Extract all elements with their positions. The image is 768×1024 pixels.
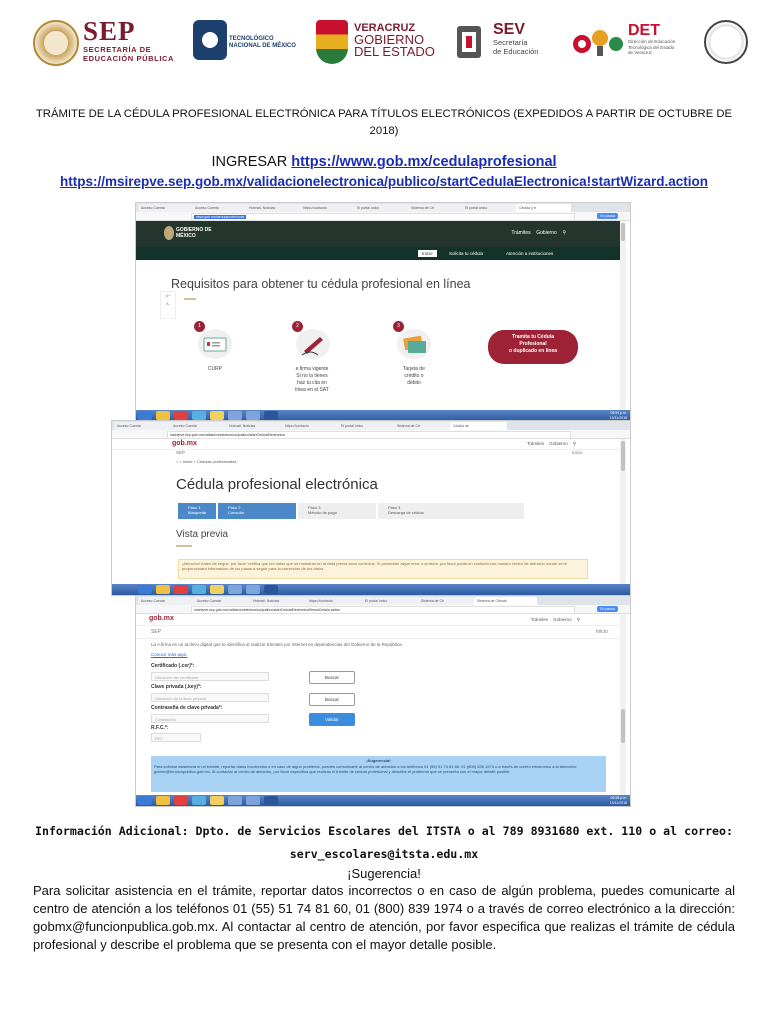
sugerencia-body: Para solicitar asistencia en el trámite, reportar datos incorrectos o en caso de algún problema, puedes comunicarte al centro de atención a los teléfonos 01 (55) 51 74 81 60, 01 (800) 839 1974 o a través de correo electrónico a la dirección: gobmx@funcionpublica.gob.mx. Al contactar al centro de atención, por favor especifica que realizas el trámite de cédula profesional y describe el problema que se presenta con el mayor detalle posible. (33, 883, 735, 952)
gob-header (136, 221, 620, 247)
nav-tramites[interactable]: Trámites (511, 230, 531, 236)
taskbar-app-icon[interactable] (246, 796, 260, 805)
det-line1: Dirección de Educación (628, 39, 676, 44)
ingresar-label: INGRESAR (211, 154, 288, 170)
gob-cedula-link[interactable]: https://www.gob.mx/cedulaprofesional (291, 154, 557, 170)
font-increase[interactable]: A+ (165, 294, 171, 298)
step-title: Paso 1 (188, 505, 201, 510)
subnav-solicita[interactable]: Solicita tu cédula (449, 251, 484, 256)
efirma-info: La e.firma es un archivo digital que te identifica al realizar trámites por internet en dependencias del Gobierno de la República. (151, 642, 403, 647)
browser-tab[interactable]: Acceso Cuenta (138, 597, 195, 605)
browser-tab[interactable]: Acceso Cuenta (170, 422, 227, 430)
scrollbar[interactable] (620, 221, 626, 410)
vista-previa-heading: Vista previa (176, 529, 229, 540)
sev-line1: Secretaría (493, 38, 528, 47)
url-text: www.gob.mx/cedulaprofesional (196, 215, 245, 219)
address-bar (136, 605, 630, 614)
browser-tab-active[interactable]: Cédula y tr (516, 204, 571, 212)
nav-gobierno[interactable]: Gobierno (536, 230, 557, 236)
screenshot-efirma-form (136, 596, 630, 806)
sev-title: SEV (493, 21, 526, 38)
browser-tab[interactable]: Acceso Cuenta (192, 204, 247, 212)
title-underline (184, 298, 196, 300)
taskbar-app-icon[interactable] (246, 585, 260, 594)
divider (136, 638, 620, 639)
taskbar-app-icon[interactable] (156, 796, 170, 805)
taskbar-app-icon[interactable] (192, 411, 206, 420)
browser-tab[interactable]: Sistema de Cé (408, 204, 463, 212)
start-button-icon[interactable] (138, 585, 152, 594)
sep-wizard-link[interactable]: https://msirepve.sep.gob.mx/validacionelectronica/publico/startCedulaElectronica!startWizard.action (59, 174, 709, 189)
url-text: msirepve.sep.gob.mx/validacionelectronica/publico/startCedulaElectronica (170, 433, 285, 437)
url-field[interactable] (191, 606, 575, 614)
windows-taskbar (112, 584, 630, 595)
browser-tab[interactable]: Sistema de Cé (418, 597, 475, 605)
wizard-step-4[interactable] (378, 503, 524, 519)
veracruz-line3: DEL ESTADO (354, 44, 435, 59)
word-icon[interactable] (264, 411, 278, 420)
folder-icon[interactable] (210, 585, 224, 594)
det-title: DET (628, 22, 660, 39)
url-text: msirepve.sep.gob.mx/validacionelectronica/publico/startCedulaElectronica!firmarCedula.action (194, 608, 341, 612)
header-nav (527, 441, 576, 447)
step-title: Paso 3 (308, 505, 321, 510)
veracruz-shield-icon (316, 20, 348, 64)
wizard-step-1[interactable] (178, 503, 216, 519)
document-heading: TRÁMITE DE LA CÉDULA PROFESIONAL ELECTRÓNICA PARA TÍTULOS ELECTRÓNICOS (EXPEDIDOS A PARTIR DE OCTUBRE DE 2018) (35, 108, 733, 137)
search-icon[interactable]: ⚲ (576, 617, 580, 622)
browser-tab[interactable]: Acceso Cuenta (114, 422, 171, 430)
sev-logo (493, 22, 538, 56)
det-gears-icon (570, 24, 626, 58)
buscar-key-button[interactable]: Buscar (309, 693, 355, 706)
nav-gobierno[interactable]: Gobierno (549, 441, 568, 446)
det-line3: de Veracruz (628, 50, 653, 55)
cert-label: Certificado (.cer)*: (151, 663, 195, 669)
tecnm-logo (229, 36, 296, 50)
clock-date: 13/11/2018 (609, 415, 627, 420)
step-subtitle: Búsqueda (188, 510, 207, 515)
browser-tabs (112, 421, 630, 430)
step-number: 1 (194, 321, 205, 332)
gob-logo-line2: MÉXICO (176, 233, 196, 239)
det-line2: Tecnológica del Estado (628, 44, 675, 50)
address-bar (112, 430, 630, 439)
step-subtitle: Descarga de cédula (388, 510, 424, 515)
cert-field[interactable]: Ubicación del certificado (151, 672, 269, 681)
taskbar-clock (610, 796, 627, 805)
curp-card-icon (198, 329, 232, 359)
taskbar-app-icon[interactable] (228, 411, 242, 420)
search-icon[interactable]: ⚲ (572, 441, 576, 446)
gob-mx-logo[interactable]: gob.mx (172, 440, 197, 447)
browser-tab[interactable]: Acceso Cuenta (138, 204, 193, 212)
buscar-cert-button[interactable]: Buscar (309, 671, 355, 684)
step-subtitle: Consulta (228, 510, 244, 515)
chrome-icon[interactable] (174, 411, 188, 420)
browser-tab[interactable]: Hotmail, Noticias (226, 422, 283, 430)
browser-tab[interactable]: Hotmail, Noticias (246, 204, 301, 212)
browser-tab[interactable]: https://contacto (282, 422, 339, 430)
browser-tab[interactable]: https://contacto (306, 597, 363, 605)
browser-tab[interactable]: Sistema de Cé (394, 422, 451, 430)
step-number: 2 (292, 321, 303, 332)
gob-eagle-icon (164, 226, 174, 240)
step-title: Paso 2 (228, 505, 241, 510)
scroll-thumb[interactable] (621, 441, 625, 471)
rfc-field[interactable]: RFC (151, 733, 201, 742)
taskbar-app-icon[interactable] (192, 796, 206, 805)
sev-line2: de Educación (493, 47, 539, 56)
ingresar-line (0, 154, 768, 170)
step-caption: CURP (207, 366, 223, 372)
gob-mx-logo[interactable]: gob.mx (149, 615, 174, 622)
subnav-inicio[interactable]: Inicio (418, 250, 437, 257)
wizard-step-2[interactable] (218, 503, 296, 519)
inicio-link[interactable]: Inicio (572, 450, 583, 455)
chrome-icon[interactable] (174, 585, 188, 594)
scrollbar[interactable] (620, 439, 626, 584)
gob-subnav (136, 247, 620, 260)
nav-tramites[interactable]: Trámites (526, 441, 545, 446)
sep-logo-line1: SECRETARÍA DE (83, 45, 152, 54)
scrollbar[interactable] (620, 614, 626, 795)
browser-tab[interactable]: Hotmail, Noticias (250, 597, 307, 605)
sev-emblem-icon (449, 20, 489, 64)
folder-icon[interactable] (210, 796, 224, 805)
windows-taskbar (136, 410, 630, 421)
search-icon[interactable]: ⚲ (562, 230, 566, 236)
scroll-thumb[interactable] (621, 709, 625, 743)
taskbar-app-icon[interactable] (228, 796, 242, 805)
veracruz-line2: GOBIERNO (354, 32, 425, 47)
scroll-thumb[interactable] (621, 223, 625, 241)
veracruz-line1: VERACRUZ (354, 22, 416, 34)
logo-row (0, 0, 768, 86)
browser-tab[interactable]: El portal único (462, 204, 517, 212)
folder-icon[interactable] (210, 411, 224, 420)
credit-card-icon (397, 329, 431, 359)
additional-info: Información Adicional: Dpto. de Servicios Escolares del ITSTA o al 789 8931680 ext. 110 o al correo: serv_escolares@itsta.edu.mx (34, 824, 733, 861)
itsta-seal-icon (704, 20, 748, 64)
start-button-icon[interactable] (138, 796, 152, 805)
tecnm-line1: TECNOLÓGICO (229, 36, 274, 42)
taskbar-app-icon[interactable] (156, 585, 170, 594)
font-size-control[interactable] (160, 291, 176, 319)
inicio-link[interactable]: Inicio (596, 629, 608, 635)
subnav-atencion[interactable]: Atención a instituciones (506, 251, 554, 256)
step-number: 3 (393, 321, 404, 332)
sep-logo (83, 17, 174, 63)
clock-time: 05:54 p.m. (610, 411, 627, 415)
gob-logo-line1: GOBIERNO DE (176, 227, 212, 233)
browser-tabs (136, 203, 630, 212)
key-field[interactable]: Ubicación de la llave privada (151, 693, 269, 702)
clock-time: 05:58 p.m. (610, 796, 627, 800)
browser-tab[interactable]: https://contacto (300, 204, 355, 212)
taskbar-app-icon[interactable] (156, 411, 170, 420)
start-button-icon[interactable] (138, 411, 152, 420)
password-label: Contraseña de clave privada*: (151, 705, 223, 711)
sep-seal-icon (33, 20, 79, 66)
address-bar (136, 212, 630, 221)
browser-tab[interactable]: Acceso Cuenta (194, 597, 251, 605)
tecnm-line2: NACIONAL DE MÉXICO (229, 43, 296, 49)
word-icon[interactable] (264, 585, 278, 594)
conoce-mas-link[interactable]: Conoce más aquí. (151, 652, 188, 657)
heading-underline (176, 545, 192, 547)
url-field[interactable] (167, 431, 571, 439)
sugerencia-text: Para solicitar asistencia en el trámite, reportar datos incorrectos o en caso de algún problema, puedes comunicarte al centro de atención a los teléfonos 01 (55) 51 74 81 60, 01 (800) 839 1974 o a través de correo electrónico a la dirección: gobmx@funcionpublica.gob.mx. Al contactar al centro de atención, por favor especifica que realizas el trámite de cédula profesional y describe el problema que se presenta con el mayor detalle posible. (154, 763, 577, 774)
page-title: Cédula profesional electrónica (176, 476, 378, 493)
paused-badge[interactable]: En pausa (597, 213, 618, 219)
browser-tab[interactable]: El portal único (338, 422, 395, 430)
password-field[interactable]: Contraseña (151, 714, 269, 723)
signature-pen-icon (296, 329, 330, 359)
key-label: Clave privada (.key)*: (151, 684, 202, 690)
sugerencia-title: ¡Sugerencia! (366, 758, 391, 763)
gob-header (112, 439, 620, 450)
requisitos-title: Requisitos para obtener tu cédula profesional en línea (171, 277, 471, 291)
taskbar-app-icon[interactable] (192, 585, 206, 594)
word-icon[interactable] (264, 796, 278, 805)
gob-logo[interactable] (176, 227, 212, 239)
browser-tabs (136, 596, 630, 605)
wizard-steps (178, 503, 524, 519)
nav-gobierno[interactable]: Gobierno (553, 617, 572, 622)
nav-tramites[interactable]: Trámites (530, 617, 549, 622)
step-title: Paso 4 (388, 505, 401, 510)
sep-label: SEP (151, 629, 162, 635)
clock-date: 13/11/2018 (609, 800, 627, 805)
taskbar-app-icon[interactable] (228, 585, 242, 594)
attention-alert: ¡Atención! Antes de seguir, por favor verifica que los datos que se muestran en la vista previa sean correctos. Si presentan algún error u omisión, por favor ponte en contacto con nuestro centro de atención donde se te proporcionará información de los pasos a seguir para la corrección de tus datos. (178, 559, 588, 579)
gob-header (136, 614, 620, 626)
breadcrumb[interactable]: ⌂ > Inicio > Cédulas profesionales (176, 459, 237, 464)
screenshot-gob-requisitos (136, 203, 630, 421)
tecnm-gear-icon (193, 20, 227, 60)
url-field[interactable] (191, 213, 575, 221)
browser-tab-active[interactable]: Cédula de (450, 422, 507, 430)
gob-nav-right (511, 230, 566, 236)
windows-taskbar (136, 795, 630, 806)
sep-label: SEP (176, 450, 186, 455)
taskbar-clock (610, 411, 627, 420)
browser-tab[interactable]: El portal único (362, 597, 419, 605)
font-decrease[interactable]: A- (166, 302, 170, 306)
paused-badge[interactable]: En pausa (597, 606, 618, 612)
validar-button[interactable]: Validar (309, 713, 355, 726)
veracruz-logo (354, 22, 435, 58)
step-caption: e.firma vigente Si no la tienes haz tu cita en línea en el SAT (295, 366, 329, 393)
chrome-icon[interactable] (174, 796, 188, 805)
sep-logo-line2: EDUCACIÓN PÚBLICA (83, 54, 175, 63)
rfc-label: R.F.C.*: (151, 725, 169, 731)
browser-tab[interactable]: El portal único (354, 204, 409, 212)
taskbar-app-icon[interactable] (246, 411, 260, 420)
step-subtitle: Método de pago (308, 510, 337, 515)
sugerencia-box (151, 756, 606, 792)
browser-tab-active[interactable]: Sistema de Cédula (474, 597, 537, 605)
wizard-step-3[interactable] (298, 503, 376, 519)
screenshot-cedula-vista-previa (112, 421, 630, 595)
step-caption: Tarjeta de crédito o débito (403, 366, 425, 386)
tramita-cedula-button[interactable]: Tramita tu Cédula Profesional o duplicado en línea (488, 330, 578, 364)
sugerencia-heading: ¡Sugerencia! (347, 866, 421, 881)
header-nav (531, 617, 580, 623)
det-logo (628, 22, 688, 56)
sep-logo-title: SEP (83, 16, 136, 46)
